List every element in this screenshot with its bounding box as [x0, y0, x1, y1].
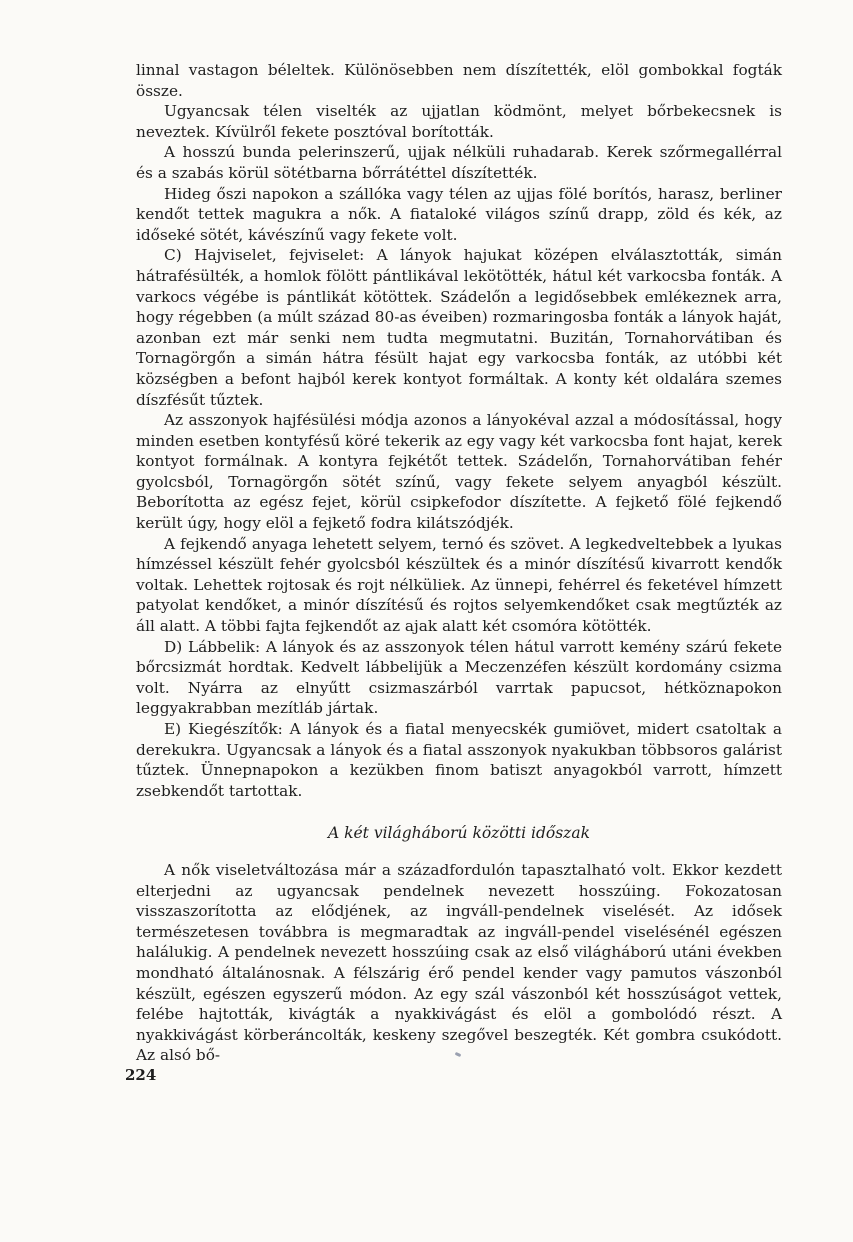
- paragraph-kiegeszitok: E) Kiegészítők: A lányok és a fiatal menyecskék gumiövet, midert csatoltak a derekukra. Ugyancsak a lányok és a fiatal asszonyok nyakukban többsoros galárist tűztek. Ünnepnapokon a kezükben finom batiszt anyagokból varrott, hímzett zsebkendőt tartottak.: [136, 720, 782, 800]
- paragraph-fejkendo: A fejkendő anyaga lehetett selyem, ternó és szövet. A legkedveltebbek a lyukas hímzéssel készült fehér gyolcsból készültek és a minór díszítésű kivarrott kendők voltak. Lehettek rojtosak és rojt nélküliek. Az ünnepi, fehérrel és feketével hímzett patyolat kendőket, a minór díszítésű és rojtos selyemkendőket csak megtűzték az áll alatt. A többi fajta fejkendőt az ajak alatt két csomóra kötötték.: [136, 534, 782, 636]
- paragraph-ujjatlan-kodmon: Ugyancsak télen viselték az ujjatlan ködmönt, melyet bőrbekecsnek is neveztek. Kívülről fekete posztóval borították.: [136, 102, 782, 141]
- paragraph-labbelik: D) Lábbelik: A lányok és az asszonyok télen hátul varrott kemény szárú fekete bőrcsizmát hordtak. Kedvelt lábbelijük a Meczenzéfen készült kordomány csizma volt. Nyárra az elnyűtt csizmaszárból varrtak papucsot, hétköznapokon leggyakrabban mezítláb jártak.: [136, 637, 782, 718]
- paragraph-kendok: Hideg őszi napokon a szállóka vagy télen az ujjas fölé borítós, harasz, berliner kendőt tettek magukra a nők. A fiataloké világos színű drapp, zöld és kék, az időseké sötét, kávészínű vagy fekete volt.: [136, 184, 782, 244]
- section-heading: A két világháború közötti időszak: [327, 824, 590, 842]
- section-body-text: [136, 860, 782, 1066]
- paragraph-asszonyok-haj: Az asszonyok hajfésülési módja azonos a lányokéval azzal a módosítással, hogy minden esetben kontyfésű köré tekerik az egy vagy két varkocsba font hajat, kerek kontyot formálnak. A kontyra fejkétőt tettek. Szádelőn, Tornahorvátiban fehér gyolcsból, Tornagörgőn sötét színű, vagy fekete selyem anyagból készült. Beborította az egész fejet, körül csipkefodor díszítette. A fejkető fölé fejkendő került úgy, hogy elöl a fejkető fodra kilátszódjék.: [136, 411, 782, 533]
- paragraph-viseletvaltozas: A nők viseletváltozása már a századfordulón tapasztalható volt. Ekkor kezdett elterjedni az ugyancsak pendelnek nevezett hosszúing. Fokozatosan visszaszorította az elődjének, az ingváll-pendelnek viselését. Az idősek természetesen továbbra is megmaradtak az ingváll-pendel viselésénél egészen halálukig. A pendelnek nevezett hosszúing csak az első világháború utáni években mondható általánosnak. A félszárig érő pendel kender vagy pamutos vászonból készült, egészen egyszerű módon. Az egy szál vászonból két hosszúságot vettek, felébe hajtották, kivágták a nyakkivágást és elöl a gombolódó részt. A nyakkivágást körberáncolták, keskeny szegővel beszegték. Két gombra csukódott. Az alsó bő-: [136, 861, 782, 1065]
- paragraph-continuation: linnal vastagon béleltek. Különösebben nem díszítették, elöl gombokkal fogták össze.: [136, 61, 782, 100]
- page-number: 224: [125, 1066, 157, 1084]
- paragraph-hajviselet: C) Hajviselet, fejviselet: A lányok hajukat középen elválasztották, simán hátrafésülték, a homlok fölött pántlikával lekötötték, hátul két varkocsba fonták. A varkocs végébe is pántlikát kötöttek. Szádelőn a legidősebbek emlékeznek arra, hogy régebben (a múlt század 80-as éveiben) rozmaringosba fonták a lányok haját, azonban ezt már senki nem tudta megmutatni. Buzitán, Tornahorvátiban és Tornagörgőn a simán hátra fésült hajat egy varkocsba fonták, az utóbbi két községben a befont hajból kerek kontyot formáltak. A konty két oldalára szemes díszfésűt tűztek.: [136, 246, 782, 409]
- body-text: [136, 60, 782, 801]
- paragraph-hosszu-bunda: A hosszú bunda pelerinszerű, ujjak nélküli ruhadarab. Kerek szőrmegallérral és a szabás körül sötétbarna bőrrátéttel díszítették.: [136, 143, 782, 182]
